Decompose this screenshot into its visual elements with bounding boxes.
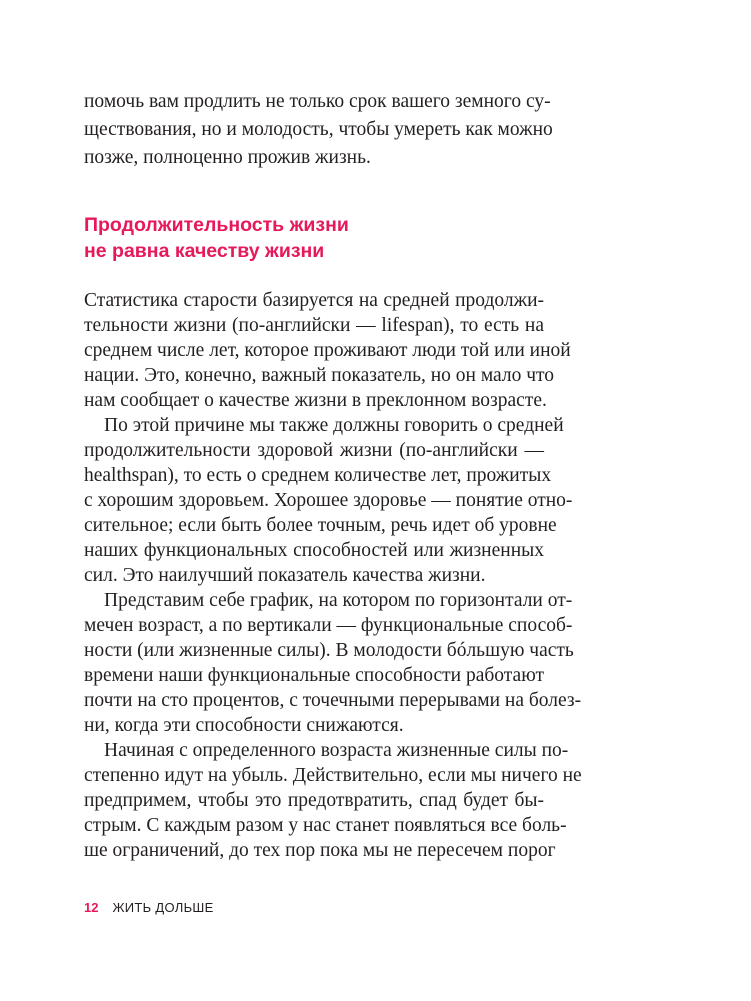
paragraph-4-line: степенно идут на убыль. Действительно, если мы ничего не [84, 765, 582, 786]
paragraph-2-line: наших функциональных способностей или жизненных [84, 540, 544, 561]
paragraph-3-line: мечен возраст, а по вертикали — функциональные способ- [84, 615, 573, 636]
paragraph-2-line: healthspan), то есть о среднем количестве лет, прожитых [84, 465, 552, 486]
intro-line: позже, полноценно прожив жизнь. [84, 147, 371, 168]
paragraph-1-line: нам сообщает о качестве жизни в преклонном возрасте. [84, 390, 547, 411]
paragraph-3-line: почти на сто процентов, с точечными перерывами на болез- [84, 690, 582, 711]
paragraph-4-line: ше ограничений, до тех пор пока мы не пересечем порог [84, 840, 556, 861]
paragraph-1-line: среднем числе лет, которое проживают люди той или иной [84, 340, 571, 361]
paragraph-1-line: Статистика старости базируется на средней продолжи- [84, 290, 544, 311]
section-heading-line: не равна качеству жизни [84, 240, 325, 262]
paragraph-1-line: тельности жизни (по-английски — lifespan), то есть на [84, 315, 544, 336]
paragraph-2-line: По этой причине мы также должны говорить о средней [104, 415, 564, 436]
paragraph-3-line: времени наши функциональные способности работают [84, 665, 545, 686]
paragraph-4-line: Начиная с определенного возраста жизненные силы по- [104, 740, 569, 761]
intro-line: помочь вам продлить не только срок вашего земного су- [84, 91, 551, 112]
paragraph-1-line: нации. Это, конечно, важный показатель, но он мало что [84, 365, 555, 386]
paragraph-4-line: предпримем, чтобы это предотвратить, спад будет бы- [84, 790, 544, 811]
paragraph-3-line: Представим себе график, на котором по горизонтали от- [104, 590, 573, 611]
paragraph-2-line: продолжительности здоровой жизни (по-английски — [84, 440, 544, 461]
paragraph-3-line: ности (или жизненные силы). В молодости бóльшую часть [84, 640, 574, 661]
paragraph-3-line: ни, когда эти способности снижаются. [84, 715, 404, 736]
intro-line: ществования, но и молодость, чтобы умереть как можно [84, 119, 553, 140]
page-number: 12 [84, 900, 99, 915]
paragraph-4-line: стрым. С каждым разом у нас станет появляться все боль- [84, 815, 567, 836]
paragraph-2-line: с хорошим здоровьем. Хорошее здоровье — понятие отно- [84, 490, 573, 511]
paragraph-2-line: сительное; если быть более точным, речь идет об уровне [84, 515, 557, 536]
paragraph-2-line: сил. Это наилучший показатель качества жизни. [84, 565, 486, 586]
page-footer [84, 900, 214, 916]
running-title: ЖИТЬ ДОЛЬШЕ [112, 900, 214, 915]
section-heading-line: Продолжительность жизни [84, 214, 349, 236]
